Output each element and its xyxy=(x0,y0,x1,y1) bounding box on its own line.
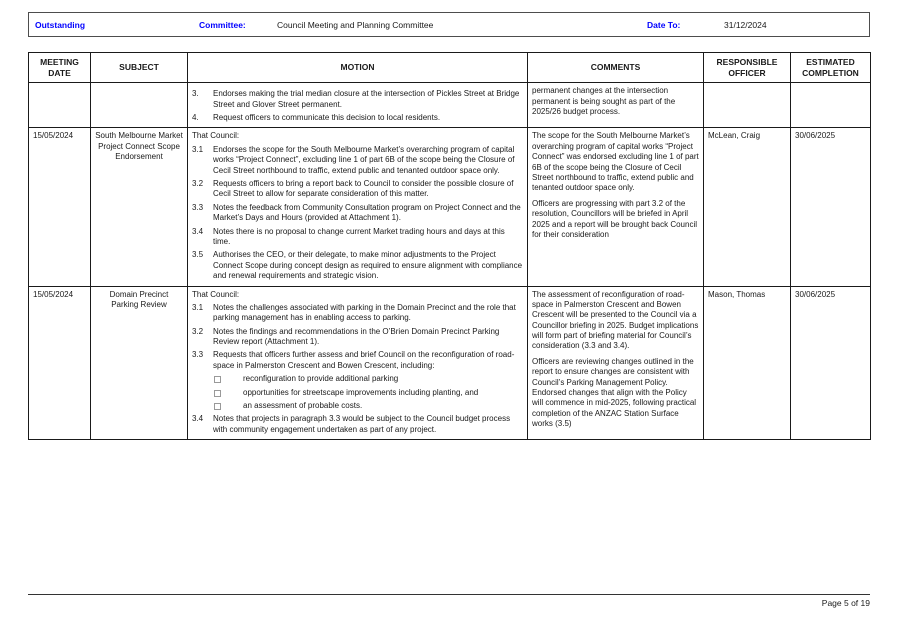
estimated-completion-cell: 30/06/2025 xyxy=(791,286,871,440)
estimated-completion-cell xyxy=(791,83,871,128)
document-page xyxy=(28,0,870,440)
square-bullet-icon xyxy=(213,374,243,384)
motion-item xyxy=(192,179,523,200)
table-row xyxy=(29,83,871,128)
square-bullet-icon xyxy=(213,401,243,411)
motion-item-number: 3.4 xyxy=(192,414,204,424)
motion-item-text: Notes the challenges associated with parking in the Domain Precinct and the role that parking management has in enabling access to parking. xyxy=(213,302,516,323)
committee-label: Committee: xyxy=(199,19,246,30)
table-header-row xyxy=(29,53,871,83)
table-body xyxy=(29,83,871,440)
motion-item-text: Requests that officers further assess and brief Council on the reconfiguration of road-space in Palmerston Crescent and Bowen Crescent, including: xyxy=(213,350,515,370)
comment-paragraph: The scope for the South Melbourne Market’s overarching program of capital works “Project Connect” was endorsed excluding line 1 of part 6B of the scope being the Closure of Cecil Street northbound to traffic, extend public and tenanted outdoor space only. xyxy=(532,131,699,193)
meeting-date-cell: 15/05/2024 xyxy=(29,128,91,286)
motion-item-text: Notes the findings and recommendations in the O’Brien Domain Precinct Parking Review report (Attachment 1). xyxy=(213,326,500,347)
motion-item-number: 3.1 xyxy=(192,144,204,154)
col-header-motion: MOTION xyxy=(188,53,528,83)
motion-item-text: Notes there is no proposal to change current Market trading hours and days at this time. xyxy=(213,226,505,246)
motion-item xyxy=(192,203,523,224)
motion-item xyxy=(192,350,523,371)
responsible-officer-cell: Mason, Thomas xyxy=(704,286,791,440)
responsible-officer-cell: McLean, Craig xyxy=(704,128,791,286)
comments-cell xyxy=(528,83,704,128)
actions-table xyxy=(28,52,871,440)
motion-subitem xyxy=(213,388,523,398)
motion-item-number: 4. xyxy=(192,113,199,123)
col-header-subject: SUBJECT xyxy=(91,53,188,83)
motion-subitem-text: an assessment of probable costs. xyxy=(243,401,363,411)
motion-item-number: 3.4 xyxy=(192,226,204,236)
motion-item-number: 3.3 xyxy=(192,202,204,212)
report-header-bar xyxy=(28,12,870,37)
date-to-label: Date To: xyxy=(647,19,681,30)
motion-item-text: Authorises the CEO, or their delegate, to make minor adjustments to the Project Connect Scope during concept design as required to ensure alignment with compliance and renewal requirements and strategic vision. xyxy=(213,250,523,281)
motion-item xyxy=(192,414,523,435)
footer-divider xyxy=(28,594,870,595)
motion-cell xyxy=(188,128,528,286)
motion-subitem xyxy=(213,374,523,384)
motion-subitem-text: reconfiguration to provide additional parking xyxy=(243,374,399,384)
motion-item-number: 3.1 xyxy=(192,302,204,312)
motion-cell xyxy=(188,83,528,128)
motion-item-text: Endorses making the trial median closure at the intersection of Pickles Street at Bridge Street and Glover Street permanent. xyxy=(213,89,520,109)
motion-item xyxy=(192,250,523,281)
motion-item-text: Notes the feedback from Community Consultation program on Project Connect and the Market’s Days and Hours (provided at Attachment 1). xyxy=(213,202,521,223)
motion-cell xyxy=(188,286,528,440)
meeting-date-cell xyxy=(29,83,91,128)
motion-item-number: 3.2 xyxy=(192,178,204,188)
col-header-estimated-completion: ESTIMATED COMPLETION xyxy=(791,53,871,83)
motion-item-number: 3.2 xyxy=(192,326,204,336)
motion-item-text: Requests officers to bring a report back to Council to consider the possible closure of Cecil Street to allow for separate consideration of this matter. xyxy=(213,178,514,199)
estimated-completion-cell: 30/06/2025 xyxy=(791,128,871,286)
table-row xyxy=(29,286,871,440)
comment-paragraph: permanent changes at the intersection permanent is being sought as part of the 2025/26 budget process. xyxy=(532,86,676,117)
col-header-comments: COMMENTS xyxy=(528,53,704,83)
motion-item-number: 3.3 xyxy=(192,350,204,360)
meeting-date-cell: 15/05/2024 xyxy=(29,286,91,440)
motion-item xyxy=(192,303,523,324)
comment-paragraph: Officers are reviewing changes outlined in the report to ensure changes are consistent with Council’s Parking Management Policy. Endorsed changes that align with the Policy will commence in mid-2025, following practical completion of the ANZAC Station Surface works (3.5) xyxy=(532,356,697,429)
comment-paragraph: Officers are progressing with part 3.2 of the resolution, Councillors will be briefed in April 2025 and a report will be brought back Council for their consideration xyxy=(532,198,697,239)
motion-item-text: Endorses the scope for the South Melbourne Market’s overarching program of capital works “Project Connect”, excluding line 1 of part 6B of the scope being the Closure of Cecil Street northbound to traffic, extend public and tenanted outdoor space only. xyxy=(213,144,515,175)
motion-item xyxy=(192,113,523,123)
motion-item xyxy=(192,145,523,176)
committee-value: Council Meeting and Planning Committee xyxy=(277,19,434,30)
motion-item-number: 3. xyxy=(192,89,199,99)
subject-cell: Domain Precinct Parking Review xyxy=(91,286,188,440)
table-row xyxy=(29,128,871,286)
motion-subitem xyxy=(213,401,523,411)
responsible-officer-cell xyxy=(704,83,791,128)
report-status-label: Outstanding xyxy=(35,19,86,30)
motion-item xyxy=(192,227,523,248)
comment-paragraph: The assessment of reconfiguration of road-space in Palmerston Crescent and Bowen Crescent will be presented to the Council via a Councillor briefing in 2025. Budget implications will form part of briefing material for Council’s consideration (3.3 and 3.4). xyxy=(532,289,699,351)
square-bullet-icon xyxy=(213,388,243,398)
subject-cell: South Melbourne Market Project Connect Scope Endorsement xyxy=(91,128,188,286)
motion-item-number: 3.5 xyxy=(192,250,204,260)
page-number: Page 5 of 19 xyxy=(821,598,870,608)
motion-item-text: Notes that projects in paragraph 3.3 would be subject to the Council budget process with community engagement undertaken as part of any project. xyxy=(213,414,511,434)
col-header-meeting-date: MEETING DATE xyxy=(29,53,91,83)
comments-cell xyxy=(528,286,704,440)
motion-subitem-text: opportunities for streetscape improvements including planting, and xyxy=(243,387,479,397)
date-to-value: 31/12/2024 xyxy=(724,19,767,30)
motion-item xyxy=(192,89,523,110)
motion-preamble: That Council: xyxy=(192,131,240,141)
motion-item-text: Request officers to communicate this decision to local residents. xyxy=(213,113,441,123)
comments-cell xyxy=(528,128,704,286)
motion-preamble: That Council: xyxy=(192,289,240,299)
col-header-responsible-officer: RESPONSIBLE OFFICER xyxy=(704,53,791,83)
motion-item xyxy=(192,327,523,348)
subject-cell xyxy=(91,83,188,128)
